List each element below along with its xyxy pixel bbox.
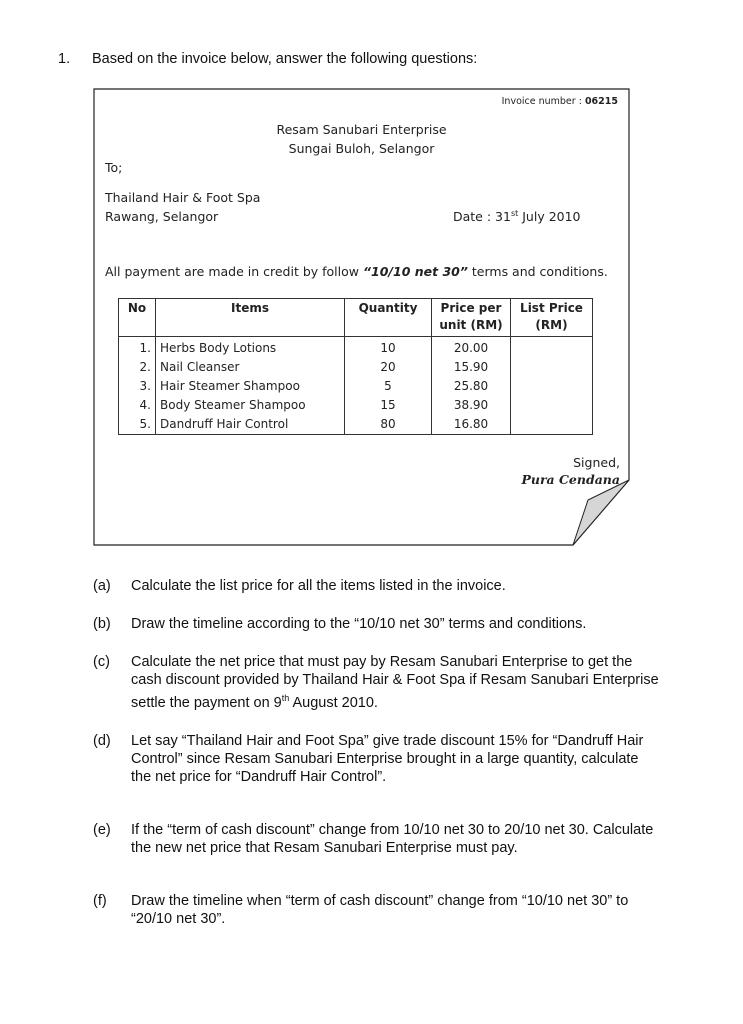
subquestion-line: settle the payment on 9th August 2010. xyxy=(131,693,378,711)
subquestion-text: Calculate the list price for all the items listed in the invoice. xyxy=(131,578,506,594)
subquestion-a xyxy=(93,577,506,595)
cell-price: 15.90 xyxy=(432,358,511,377)
cell-no: 1. xyxy=(119,337,156,359)
header-items: Items xyxy=(156,299,345,337)
cell-item: Dandruff Hair Control xyxy=(156,415,345,435)
subquestion-line: “20/10 net 30”. xyxy=(131,911,226,927)
table-row xyxy=(119,337,593,359)
cell-quantity: 80 xyxy=(345,415,432,435)
subquestion-label: (c) xyxy=(93,654,110,670)
subquestion-label: (d) xyxy=(93,733,111,749)
cell-price: 20.00 xyxy=(432,337,511,359)
cell-quantity: 20 xyxy=(345,358,432,377)
subquestion-d xyxy=(93,732,644,786)
subquestion-line: If the “term of cash discount” change from 10/10 net 30 to 20/10 net 30. Calculate xyxy=(131,822,654,838)
table-header-row xyxy=(119,299,593,337)
subquestion-c xyxy=(93,653,659,712)
subquestion-text: Draw the timeline according to the “10/10 net 30” terms and conditions. xyxy=(131,616,587,632)
customer-name: Thailand Hair & Foot Spa xyxy=(105,190,261,205)
cell-price: 16.80 xyxy=(432,415,511,435)
header-quantity: Quantity xyxy=(345,299,432,337)
seller-name: Resam Sanubari Enterprise xyxy=(276,122,447,137)
subquestion-line: Let say “Thailand Hair and Foot Spa” give trade discount 15% for “Dandruff Hair xyxy=(131,733,644,749)
table-row xyxy=(119,415,593,435)
cell-item: Body Steamer Shampoo xyxy=(156,396,345,415)
signed-label: Signed, xyxy=(573,455,620,470)
signature: Pura Cendana xyxy=(521,472,620,487)
table-row xyxy=(119,358,593,377)
subquestion-b xyxy=(93,615,587,633)
cell-quantity: 10 xyxy=(345,337,432,359)
header-price-per-unit: Price per unit (RM) xyxy=(432,299,511,337)
cell-no: 4. xyxy=(119,396,156,415)
cell-list-price xyxy=(511,415,593,435)
subquestion-line: Draw the timeline when “term of cash discount” change from “10/10 net 30” to xyxy=(131,893,629,909)
invoice-date: Date : 31st July 2010 xyxy=(453,209,581,225)
cell-no: 2. xyxy=(119,358,156,377)
seller-location: Sungai Buloh, Selangor xyxy=(288,141,435,156)
cell-price: 25.80 xyxy=(432,377,511,396)
question-prompt: Based on the invoice below, answer the following questions: xyxy=(92,51,478,67)
subquestion-e xyxy=(93,821,654,857)
cell-list-price xyxy=(511,377,593,396)
cell-no: 3. xyxy=(119,377,156,396)
customer-location: Rawang, Selangor xyxy=(105,209,219,224)
cell-list-price xyxy=(511,337,593,359)
subquestion-label: (a) xyxy=(93,578,111,594)
question-number: 1. xyxy=(58,51,71,67)
subquestion-label: (e) xyxy=(93,822,111,838)
cell-quantity: 15 xyxy=(345,396,432,415)
payment-terms: All payment are made in credit by follow “10/10 net 30” terms and conditions. xyxy=(105,264,608,279)
cell-no: 5. xyxy=(119,415,156,435)
cell-item: Nail Cleanser xyxy=(156,358,345,377)
invoice-items-table xyxy=(118,298,593,435)
cell-list-price xyxy=(511,396,593,415)
subquestion-line: Calculate the net price that must pay by Resam Sanubari Enterprise to get the xyxy=(131,654,633,670)
subquestion-label: (b) xyxy=(93,616,111,632)
cell-quantity: 5 xyxy=(345,377,432,396)
subquestion-f xyxy=(93,892,629,928)
subquestion-label: (f) xyxy=(93,893,107,909)
subquestion-line: Control” since Resam Sanubari Enterprise brought in a large quantity, calculate xyxy=(131,751,639,767)
subquestion-line: the new net price that Resam Sanubari Enterprise must pay. xyxy=(131,840,518,856)
cell-price: 38.90 xyxy=(432,396,511,415)
table-row xyxy=(119,377,593,396)
header-list-price: List Price (RM) xyxy=(511,299,593,337)
subquestion-line: the net price for “Dandruff Hair Control”. xyxy=(131,769,387,785)
header-no: No xyxy=(119,299,156,337)
invoice-number: Invoice number : 06215 xyxy=(501,96,618,107)
cell-list-price xyxy=(511,358,593,377)
table-row xyxy=(119,396,593,415)
cell-item: Hair Steamer Shampoo xyxy=(156,377,345,396)
subquestion-line: cash discount provided by Thailand Hair & Foot Spa if Resam Sanubari Enterprise xyxy=(131,672,659,688)
invoice xyxy=(93,88,630,546)
to-label: To; xyxy=(105,160,123,175)
cell-item: Herbs Body Lotions xyxy=(156,337,345,359)
